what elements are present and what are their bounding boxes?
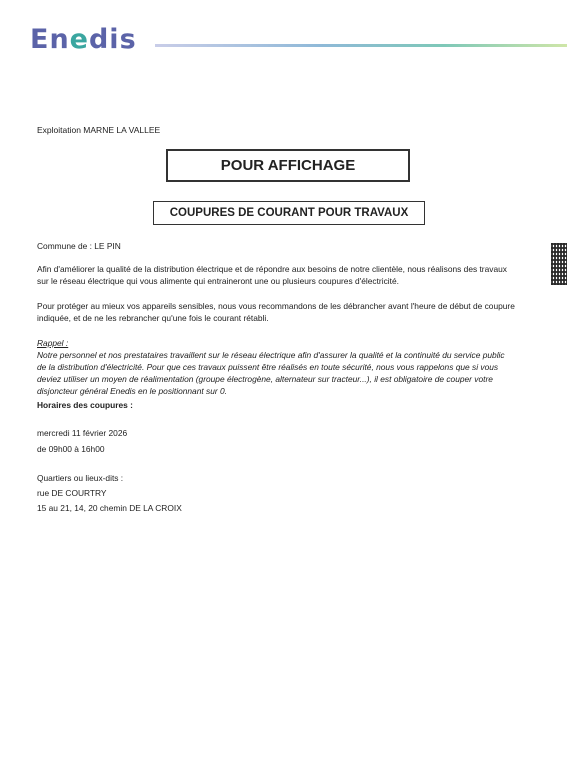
coupures-title: COUPURES DE COURANT POUR TRAVAUX <box>169 207 409 219</box>
protection-paragraph <box>37 300 537 324</box>
logo-text-part1: En <box>30 24 70 55</box>
rappel-line-3: deviez utiliser un moyen de réalimentation (groupe électrogène, alternateur sur tracteur...), il est obligatoire de couper votre <box>37 374 493 384</box>
pour-affichage-box <box>166 149 410 182</box>
intro-line-2: sur le réseau électrique qui vous alimente qui entraineront une ou plusieurs coupures d'électricité. <box>37 276 399 286</box>
logo-text-part2: e <box>69 24 89 55</box>
intro-paragraph <box>37 263 537 287</box>
quartiers-title: Quartiers ou lieux-dits : <box>37 473 124 483</box>
rappel-line-1: Notre personnel et nos prestataires travaillent sur le réseau électrique afin d'assurer la qualité et la continuité du service public <box>37 350 505 360</box>
protection-line-1: Pour protéger au mieux vos appareils sensibles, nous vous recommandons de les débrancher avant l'heure de début de coupure <box>37 301 515 311</box>
header-gradient-line <box>155 44 567 47</box>
rappel-title: Rappel : <box>37 338 69 348</box>
qr-code-icon <box>551 243 567 285</box>
street-1: rue DE COURTRY <box>37 488 107 498</box>
intro-line-1: Afin d'améliorer la qualité de la distribution électrique et de répondre aux besoins de notre clientèle, nous réalisons des travaux <box>37 264 507 274</box>
protection-line-2: indiquée, et de ne les rebrancher qu'une fois le courant rétabli. <box>37 313 269 323</box>
coupures-box <box>153 201 425 225</box>
commune-label: Commune de : LE PIN <box>37 241 121 251</box>
exploitation-label: Exploitation MARNE LA VALLEE <box>37 125 161 135</box>
rappel-line-2: de la distribution d'électricité. Pour que ces travaux puissent être réalisés en toute sécurité, nous vous rappelons que si vous <box>37 362 499 372</box>
coupure-time: de 09h00 à 16h00 <box>37 444 105 454</box>
logo-text-part3: dis <box>88 24 137 55</box>
rappel-paragraph <box>37 337 537 397</box>
enedis-logo <box>30 24 137 55</box>
rappel-line-4: disjoncteur général Enedis en le positionnant sur 0. <box>37 386 227 396</box>
horaires-title: Horaires des coupures : <box>37 400 133 410</box>
street-2: 15 au 21, 14, 20 chemin DE LA CROIX <box>37 503 182 513</box>
pour-affichage-title: POUR AFFICHAGE <box>220 157 356 174</box>
coupure-date: mercredi 11 février 2026 <box>37 428 128 438</box>
